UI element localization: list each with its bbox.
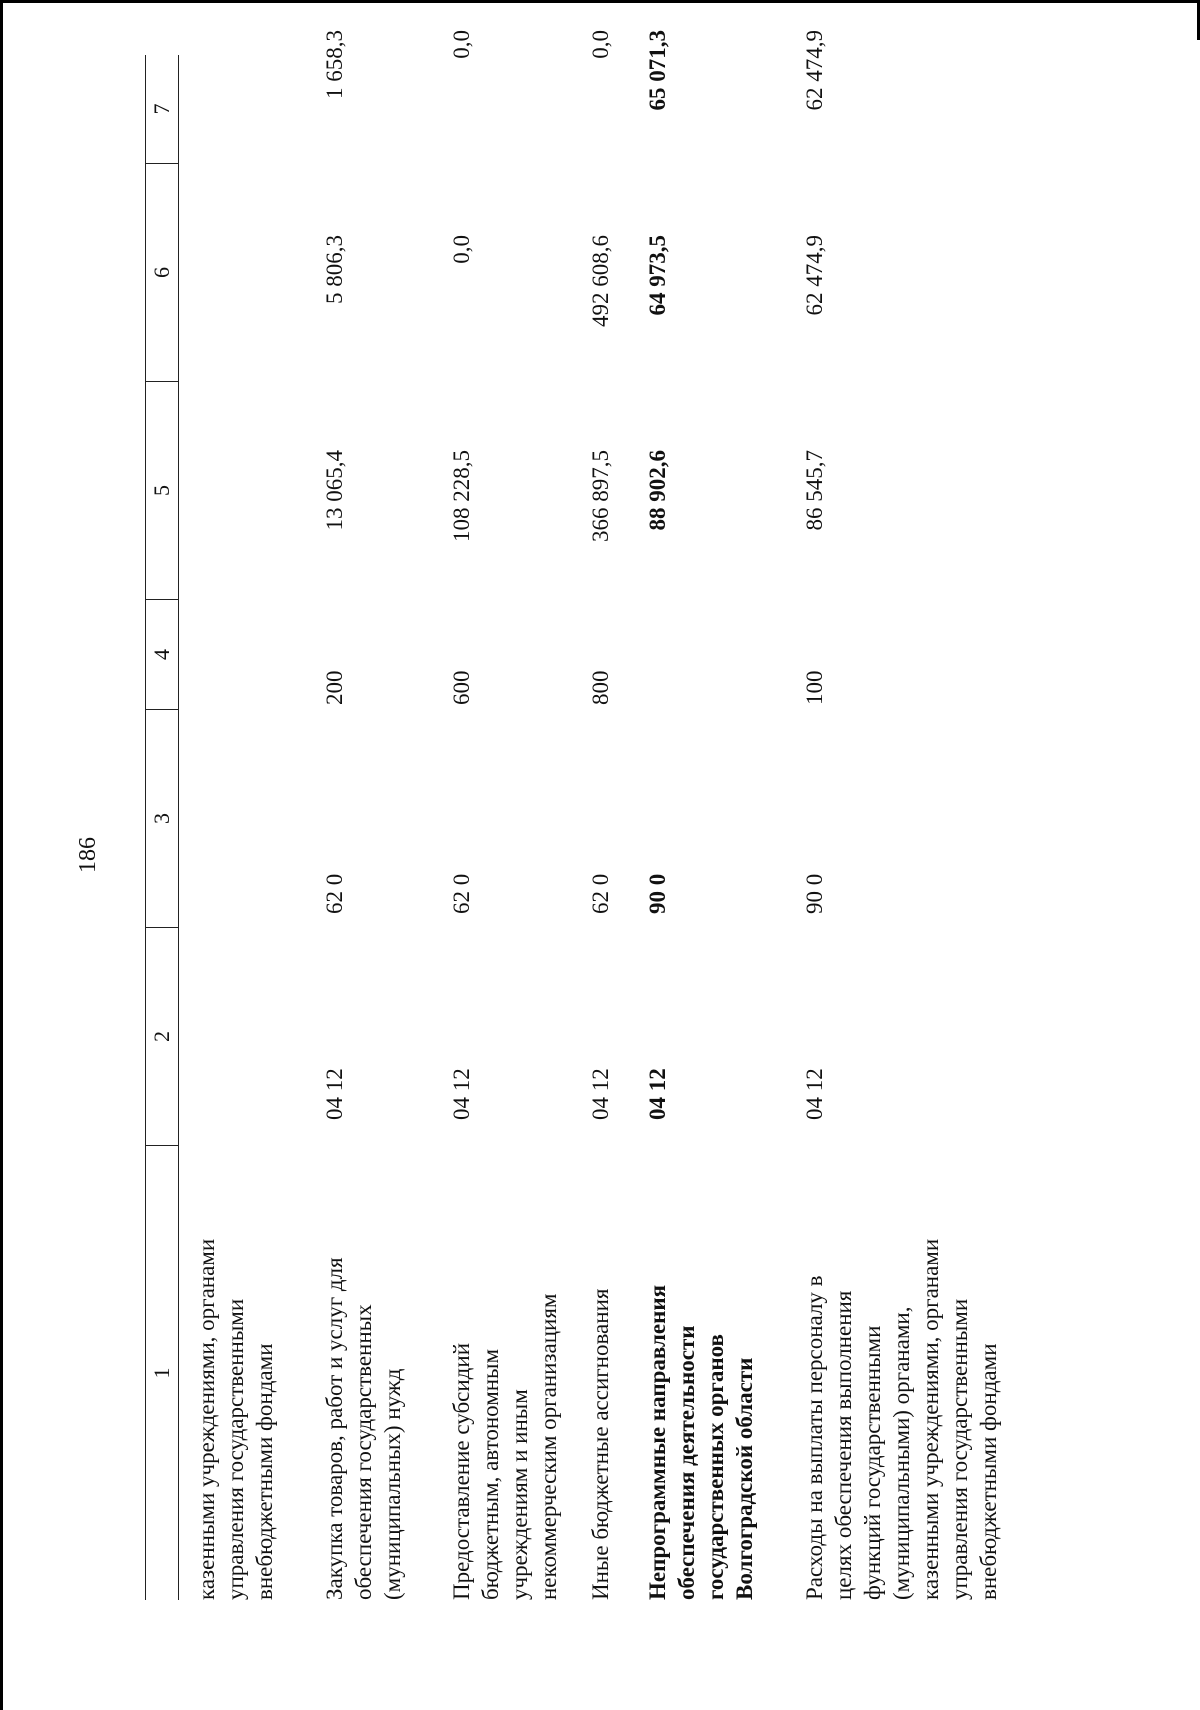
row-name: казенными учреждениями, органами управления государственными внебюджетными фондами — [194, 1238, 277, 1600]
cell-section: 04 12 — [322, 1068, 347, 1120]
cell-type: 800 — [588, 670, 613, 705]
cell-value: 88 902,6 — [645, 450, 670, 531]
cell-value: 108 228,5 — [449, 450, 474, 542]
row-name: Предоставление субсидий бюджетным, автономным учреждениям и иным некоммерческим организациям — [449, 1293, 561, 1600]
cell-value: 0,0 — [449, 235, 474, 264]
row-name: Расходы на выплаты персоналу в целях обеспечения выполнения функций государственными (муниципальными) органами, казенными учреждениями, органами управления государственными внебюджетными фондами — [802, 1238, 1001, 1600]
header-cell: 4 — [146, 600, 178, 710]
cell-target: 90 0 — [645, 873, 670, 914]
header-cell: 2 — [146, 928, 178, 1146]
cell-target: 62 0 — [449, 873, 474, 914]
cell-target: 62 0 — [322, 873, 347, 914]
cell-value: 13 065,4 — [322, 450, 347, 531]
page-number: 186 — [75, 837, 101, 873]
cell-value: 0,0 — [449, 30, 474, 59]
cell-value: 64 973,5 — [645, 235, 670, 316]
row-name: Иные бюджетные ассигнования — [588, 1288, 613, 1600]
cell-section: 04 12 — [645, 1068, 670, 1120]
cell-value: 65 071,3 — [645, 30, 670, 111]
header-cell: 6 — [146, 164, 178, 382]
cell-target: 90 0 — [802, 873, 827, 914]
table-header — [145, 55, 179, 1600]
cell-section: 04 12 — [802, 1068, 827, 1120]
header-cell: 5 — [146, 382, 178, 600]
cell-type: 200 — [322, 670, 347, 705]
cell-value: 62 474,9 — [802, 30, 827, 111]
cell-section: 04 12 — [449, 1068, 474, 1120]
header-cell: 1 — [149, 1367, 174, 1379]
cell-type: 600 — [449, 670, 474, 705]
row-name: Непрограммные направления обеспечения деятельности государственных органов Волгоградской области — [645, 1284, 757, 1600]
cell-value: 86 545,7 — [802, 450, 827, 531]
cell-value: 62 474,9 — [802, 235, 827, 316]
cell-value: 0,0 — [588, 30, 613, 59]
header-cell: 7 — [146, 55, 178, 164]
cell-value: 366 897,5 — [588, 450, 613, 542]
cell-type: 100 — [802, 670, 827, 705]
row-name: Закупка товаров, работ и услуг для обеспечения государственных (муниципальных) нужд — [322, 1257, 405, 1600]
cell-value: 492 608,6 — [588, 235, 613, 327]
cell-target: 62 0 — [588, 873, 613, 914]
cell-section: 04 12 — [588, 1068, 613, 1120]
cell-value: 1 658,3 — [322, 30, 347, 99]
header-cell: 3 — [146, 710, 178, 928]
cell-value: 5 806,3 — [322, 235, 347, 304]
